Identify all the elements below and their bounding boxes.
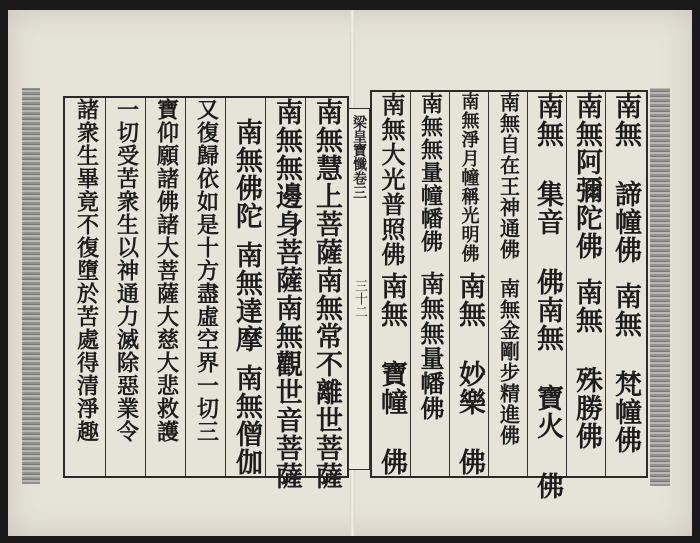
left-col-3-entry-1: 南無佛陀 <box>231 118 262 230</box>
left-col-6 <box>109 98 143 476</box>
left-col-5 <box>149 98 183 476</box>
right-col-3-entry-2: 南無 寶火 佛 <box>532 296 563 500</box>
right-col-1 <box>608 92 642 476</box>
right-col-7-entry-1: 南無大光普照佛 <box>377 92 406 267</box>
right-col-1-entry-1: 南無 諦幢佛 <box>610 92 641 264</box>
left-margin-band <box>22 88 40 484</box>
left-col-3-entry-2: 南無達摩 <box>231 241 262 353</box>
left-col-6-text: 一切受苦衆生以神通力滅除惡業令 <box>113 98 140 443</box>
left-col-7-text: 諸衆生畢竟不復墮於苦處得清淨趣 <box>73 98 100 443</box>
right-col-5-entry-1: 南無淨月幢稱光明佛 <box>458 92 480 263</box>
right-col-3 <box>530 92 564 500</box>
right-col-6-entry-1: 南無無量幢幡佛 <box>417 92 444 253</box>
left-col-3 <box>229 98 263 476</box>
left-col-7 <box>69 98 103 476</box>
left-col-1-entry-1: 南無慧上菩薩 <box>311 98 342 266</box>
left-col-4-text: 又復歸依如是十方盡虛空界一切三 <box>193 98 220 443</box>
left-page-frame <box>63 96 349 490</box>
right-col-2-entry-2: 南無 殊勝佛 <box>571 278 602 450</box>
left-col-3-entry-3: 南無僧伽 <box>231 364 262 476</box>
right-col-4 <box>491 92 525 476</box>
center-margin-label <box>348 108 370 470</box>
scanned-book-spread <box>8 10 692 536</box>
right-col-2-entry-1: 南無阿彌陀佛 <box>571 92 602 260</box>
right-col-4-entry-2: 南無金剛步精進佛 <box>496 278 521 446</box>
right-page-frame <box>370 90 648 500</box>
left-col-1-entry-2: 南無常不離世菩薩 <box>311 266 342 490</box>
left-col-1 <box>309 98 343 490</box>
right-col-2 <box>569 92 603 476</box>
right-col-5-entry-2: 南無 妙樂 佛 <box>454 272 485 476</box>
left-col-5-text: 寶仰願諸佛諸大菩薩大慈大悲救護 <box>153 98 180 443</box>
left-col-2 <box>269 98 303 490</box>
right-col-1-entry-2: 南無 梵幢佛 <box>610 282 641 454</box>
left-col-2-entry-1: 南無無邊身菩薩 <box>271 98 302 294</box>
right-col-4-entry-1: 南無自在王神通佛 <box>496 92 521 260</box>
page-number: 三十二 <box>352 279 367 318</box>
left-col-4 <box>189 98 223 476</box>
right-col-5 <box>452 92 486 476</box>
right-col-6-entry-2: 南無無量幡佛 <box>416 271 445 421</box>
right-col-6 <box>413 92 447 476</box>
right-col-3-entry-1: 南無 集音 佛 <box>532 92 563 296</box>
right-margin-band <box>650 88 670 486</box>
book-title: 梁皇寶懺卷三 <box>351 115 367 199</box>
left-col-2-entry-2: 南無觀世音菩薩 <box>271 294 302 490</box>
right-col-7-entry-2: 南無 寶幢 佛 <box>376 272 407 476</box>
right-col-7 <box>374 92 408 476</box>
